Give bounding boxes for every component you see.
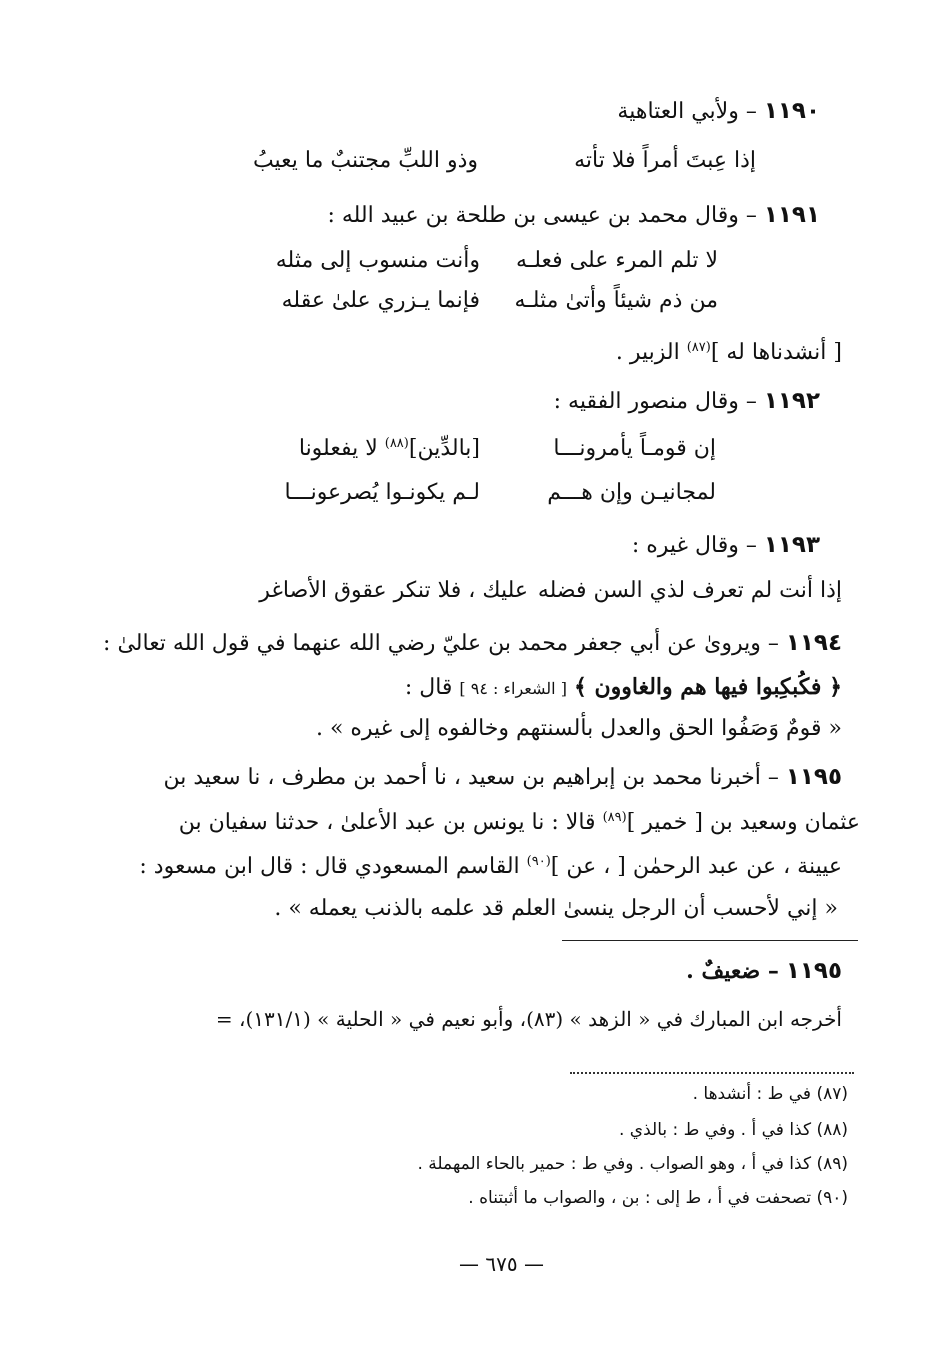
entry-1193-heading [632, 530, 820, 561]
verse-2-first: لمجانيـن وإن هـــم [547, 480, 716, 505]
entry-1194-line-1 [103, 628, 842, 659]
verse-hemistich-2: وذو اللبِّ مجتنبٌ ما يعيبُ [252, 148, 478, 173]
entry-1191-heading [327, 200, 820, 231]
verse-tail: لا يفعلونا [298, 436, 378, 461]
note-bracket: [ أنشدناها له ] [710, 340, 842, 365]
verse-2-second: فإنما يـزري علىٰ عقله [281, 288, 480, 313]
takhrij-text: أخرجه ابن المبارك في « الزهد » (٨٣)، وأبو نعيم في « الحلية » (١٣١/١)، = [215, 1007, 842, 1031]
entry-1195-line-2 [179, 808, 860, 841]
entry-text: – وقال غيره : [631, 533, 757, 558]
grade: – ضعيفٌ . [686, 958, 779, 984]
verse-hemistich-1: إذا أنت لم تعرف لذي السن فضله [537, 578, 842, 603]
verse-1-first: إن قومـاً يأمرونـــا [553, 436, 716, 461]
takhrij-heading [686, 956, 842, 987]
verse-2-first: من ذم شيئاً وأتىٰ مثلـه [514, 288, 718, 313]
entry-text: – وقال منصور الفقيه : [553, 389, 757, 414]
footnote-ref-87: (٨٧) [686, 340, 711, 355]
entry-number: ١١٩٥ [785, 764, 842, 790]
footnote-ref-89: (٨٩) [602, 810, 627, 825]
entry-text: – ويروىٰ عن أبي جعفر محمد بن عليّ رضي الله عنهما في قول الله تعالىٰ : [103, 631, 779, 656]
entry-number: ١١٩٥ [785, 958, 842, 984]
entry-number: ١١٩١ [763, 202, 820, 228]
verse-hemistich-1: إذا عِبتَ أمراً فلا تأته [574, 148, 756, 173]
entry-number: ١١٩٢ [763, 388, 820, 414]
separator-line [562, 940, 858, 941]
footnote-87: (٨٧) في ط : أنشدها . [692, 1084, 848, 1104]
verse-hemistich-2: عليك ، فلا تنكر عقوق الأصاغر [259, 578, 528, 603]
verse-1-first: لا تلم المرء على فعلـه [516, 248, 718, 273]
entry-1192-heading [554, 386, 820, 417]
footnote-ref-90: (٩٠) [526, 854, 551, 869]
entry-1195-line-3 [139, 852, 842, 885]
footnote-ref-88: (٨٨) [384, 436, 409, 451]
verse-1-second [299, 434, 480, 467]
quran-reference: [ الشعراء : ٩٤ ] [459, 679, 567, 698]
entry-text: عيينة ، عن عبد الرحمٰن [ ، عن ] [550, 854, 842, 879]
entry-1194-line-2 [405, 672, 842, 704]
entry-text: عثمان وسعيد بن [ خمير ] [626, 810, 860, 835]
entry-text: قالا : نا يونس بن عبد الأعلىٰ ، حدثنا سفيان بن [178, 810, 596, 835]
entry-1190-heading [617, 96, 820, 127]
verse-1-second: وأنت منسوب إلى مثله [275, 248, 480, 273]
entry-text: قال : [404, 675, 453, 700]
entry-text: القاسم المسعودي قال : قال ابن مسعود : [139, 854, 520, 879]
verse-2-second: لـم يكونـوا يُصرعونـــا [284, 480, 480, 505]
entry-number: ١١٩٣ [763, 532, 820, 558]
entry-number: ١١٩٠ [763, 98, 820, 124]
entry-1195-line-4: « إني لأحسب أن الرجل ينسىٰ العلم قد علمه بالذنب يعمله » . [274, 896, 838, 921]
entry-1194-line-3: « قومٌ وَصَفُوا الحق والعدل بألسنتهم وخالفوه إلى غيره » . [315, 716, 842, 741]
entry-number: ١١٩٤ [785, 630, 842, 656]
entry-1191-note [616, 338, 842, 371]
entry-text: – ولأبي العتاهية [617, 99, 757, 124]
footnote-90: (٩٠) تصحفت في أ ، ط إلى : بن ، والصواب ما أثبتناه . [468, 1188, 848, 1208]
quran-verse: ﴿ فكُبكِبوا فيها هم والغاوون ﴾ [573, 674, 842, 700]
entry-text: – أخبرنا محمد بن إبراهيم بن سعيد ، نا أحمد بن مطرف ، نا سعيد بن [163, 765, 779, 790]
footnote-88: (٨٨) كذا في أ . وفي ط : بالذي . [618, 1120, 848, 1140]
entry-text: – وقال محمد بن عيسى بن طلحة بن عبيد الله : [327, 203, 757, 228]
footnote-divider [570, 1072, 854, 1074]
page-number: — ٦٧٥ — [459, 1252, 544, 1276]
bracketed-word: [بالدِّين] [408, 436, 480, 461]
footnote-89: (٨٩) كذا في أ ، وهو الصواب . وفي ط : حمير بالحاء المهملة . [417, 1154, 848, 1174]
note-tail: الزبير . [615, 340, 680, 365]
entry-1195-line-1 [163, 762, 842, 793]
